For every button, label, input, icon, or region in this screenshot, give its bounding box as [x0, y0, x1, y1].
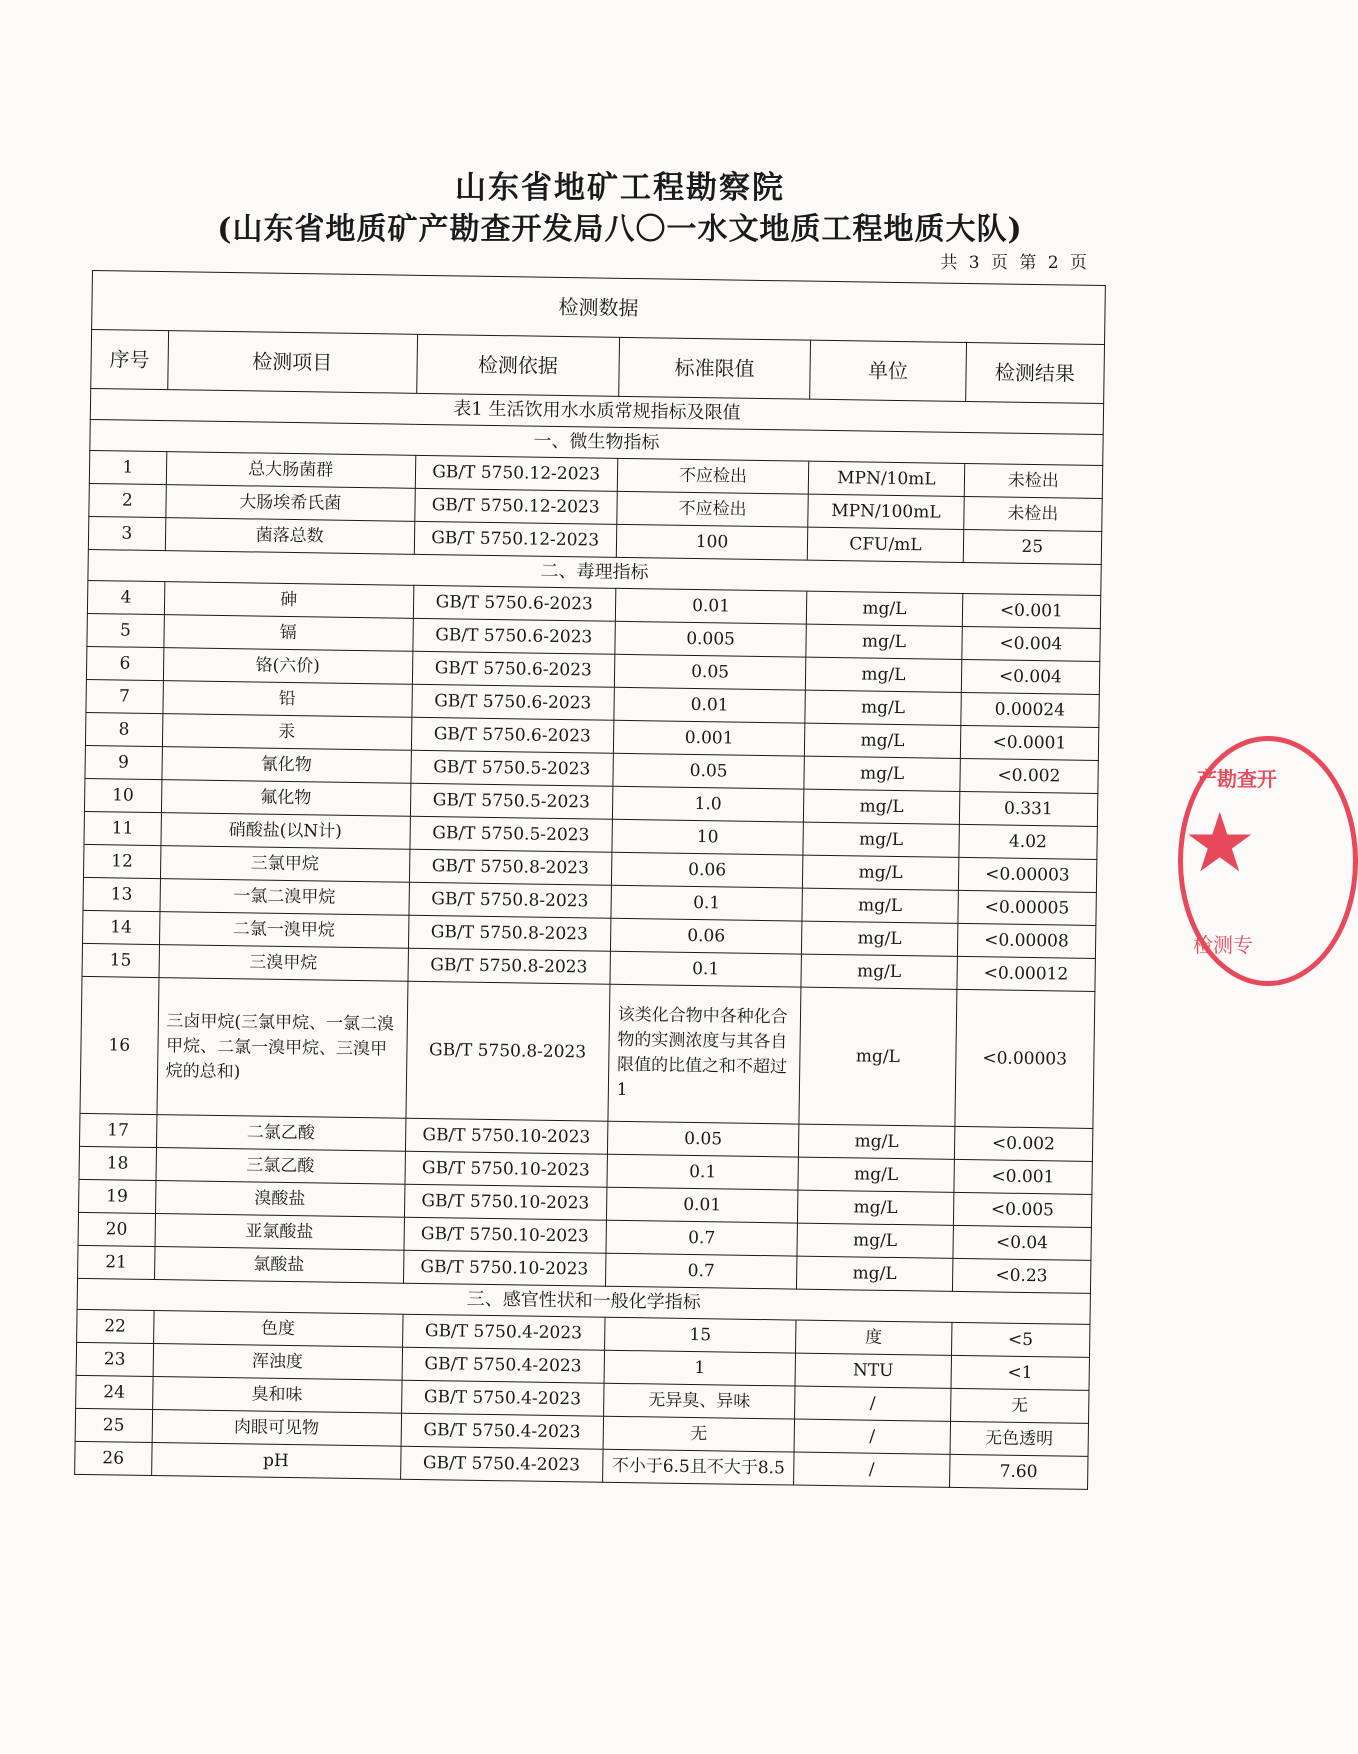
cell-index: 14 [83, 910, 160, 944]
cell-limit: 0.01 [614, 687, 806, 723]
cell-result: <0.00003 [958, 857, 1097, 892]
cell-method: GB/T 5750.4-2023 [402, 1347, 605, 1383]
cell-unit: mg/L [801, 954, 957, 989]
cell-index: 23 [76, 1342, 153, 1376]
cell-item: 色度 [153, 1311, 402, 1348]
cell-limit: 0.05 [614, 654, 806, 690]
cell-result: <0.005 [953, 1192, 1092, 1227]
cell-method: GB/T 5750.8-2023 [406, 981, 610, 1121]
cell-item: 氰化物 [162, 747, 411, 784]
cell-index: 25 [75, 1408, 152, 1442]
cell-item: pH [151, 1443, 400, 1480]
cell-result: <0.04 [953, 1225, 1092, 1260]
report-header [0, 168, 1240, 250]
cell-item: 镉 [164, 615, 413, 652]
cell-method: GB/T 5750.5-2023 [410, 783, 613, 819]
cell-limit: 0.01 [615, 588, 807, 624]
cell-method: GB/T 5750.10-2023 [405, 1118, 608, 1154]
cell-unit: mg/L [797, 1223, 953, 1258]
cell-method: GB/T 5750.5-2023 [410, 816, 613, 852]
cell-limit: 15 [604, 1317, 796, 1353]
cell-index: 10 [84, 778, 161, 812]
cell-method: GB/T 5750.12-2023 [414, 521, 617, 557]
cell-item: 肉眼可见物 [152, 1410, 401, 1447]
cell-limit: 0.01 [606, 1187, 798, 1223]
cell-result: <0.002 [959, 758, 1098, 793]
cell-index: 13 [83, 877, 160, 911]
cell-item: 氯酸盐 [154, 1247, 403, 1284]
cell-method: GB/T 5750.8-2023 [409, 849, 612, 885]
cell-item: 三氯甲烷 [160, 846, 409, 883]
cell-item: 二氯乙酸 [156, 1115, 405, 1152]
cell-method: GB/T 5750.4-2023 [401, 1413, 604, 1449]
cell-item: 一氯二溴甲烷 [160, 879, 409, 916]
cell-item: 大肠埃希氏菌 [165, 485, 414, 522]
section-title: 三、感官性状和一般化学指标 [77, 1278, 1090, 1324]
cell-method: GB/T 5750.10-2023 [403, 1250, 606, 1286]
cell-limit: 0.001 [613, 720, 805, 756]
cell-limit: 不应检出 [617, 491, 809, 527]
cell-index: 11 [84, 811, 161, 845]
section-title: 二、毒理指标 [88, 549, 1101, 595]
cell-result: <0.004 [961, 626, 1100, 661]
cell-result: <0.002 [954, 1126, 1093, 1161]
cell-method: GB/T 5750.4-2023 [400, 1446, 603, 1482]
cell-index: 3 [88, 516, 165, 550]
cell-index: 22 [77, 1309, 154, 1343]
cell-result: 0.00024 [960, 692, 1099, 727]
star-icon: ★ [1183, 796, 1257, 891]
cell-method: GB/T 5750.12-2023 [415, 455, 618, 491]
institute-subname: (山东省地质矿产勘查开发局八〇一水文地质工程地质大队) [217, 212, 1023, 247]
cell-item: 浑浊度 [153, 1344, 402, 1381]
cell-limit: 0.1 [607, 1154, 799, 1190]
cell-index: 19 [79, 1179, 156, 1213]
cell-limit: 10 [612, 819, 804, 855]
cell-item: 三溴甲烷 [159, 945, 408, 982]
cell-index: 26 [75, 1441, 152, 1475]
cell-method: GB/T 5750.10-2023 [404, 1217, 607, 1253]
cell-unit: / [795, 1386, 951, 1421]
section-title: 一、微生物指标 [90, 419, 1103, 465]
cell-result: <0.001 [954, 1159, 1093, 1194]
column-header-item: 检测项目 [167, 331, 417, 394]
cell-unit: mg/L [805, 723, 961, 758]
cell-unit: mg/L [802, 888, 958, 923]
cell-limit: 无 [603, 1416, 795, 1452]
cell-limit: 该类化合物中各种化合物的实测浓度与其各自限值的比值之和不超过1 [608, 984, 802, 1124]
cell-item: 菌落总数 [165, 518, 414, 555]
cell-limit: 不小于6.5且不大于8.5 [602, 1449, 794, 1485]
test-data-report [74, 270, 1106, 1490]
cell-method: GB/T 5750.6-2023 [411, 684, 614, 720]
cell-method: GB/T 5750.6-2023 [412, 651, 615, 687]
cell-item: 汞 [162, 714, 411, 751]
cell-item: 亚氯酸盐 [155, 1214, 404, 1251]
cell-unit: CFU/mL [808, 527, 964, 562]
seal-text-bottom: 检测专 [1193, 933, 1253, 957]
cell-unit: mg/L [806, 657, 962, 692]
cell-result: 0.331 [959, 791, 1098, 826]
cell-method: GB/T 5750.8-2023 [408, 915, 611, 951]
cell-item: 铅 [163, 681, 412, 718]
cell-limit: 不应检出 [617, 458, 809, 494]
cell-method: GB/T 5750.10-2023 [405, 1151, 608, 1187]
cell-limit: 1 [604, 1350, 796, 1386]
cell-item: 砷 [164, 582, 413, 619]
cell-method: GB/T 5750.4-2023 [402, 1314, 605, 1350]
cell-result: 25 [963, 529, 1102, 564]
cell-unit: mg/L [799, 1124, 955, 1159]
cell-unit: mg/L [805, 690, 961, 725]
cell-item: 二氯一溴甲烷 [159, 912, 408, 949]
cell-item: 三氯乙酸 [156, 1148, 405, 1185]
cell-method: GB/T 5750.8-2023 [409, 882, 612, 918]
cell-limit: 0.06 [610, 918, 802, 954]
cell-unit: / [794, 1452, 950, 1487]
cell-index: 15 [82, 943, 159, 977]
column-header-unit: 单位 [810, 340, 966, 401]
cell-limit: 0.05 [613, 753, 805, 789]
cell-index: 8 [85, 712, 162, 746]
cell-limit: 无异臭、异味 [603, 1383, 795, 1419]
cell-limit: 0.05 [607, 1121, 799, 1157]
cell-result: <0.001 [962, 593, 1101, 628]
cell-method: GB/T 5750.10-2023 [404, 1184, 607, 1220]
cell-index: 7 [86, 679, 163, 713]
cell-index: 6 [86, 646, 163, 680]
cell-limit: 0.1 [610, 951, 802, 987]
cell-limit: 0.1 [611, 885, 803, 921]
cell-item: 氟化物 [161, 780, 410, 817]
cell-index: 5 [87, 613, 164, 647]
cell-result: <0.00003 [954, 989, 1094, 1128]
column-header-index: 序号 [91, 330, 168, 390]
page-indicator: 共 3 页 第 2 页 [940, 253, 1090, 273]
cell-index: 20 [78, 1212, 155, 1246]
cell-limit: 1.0 [612, 786, 804, 822]
cell-unit: mg/L [804, 756, 960, 791]
cell-index: 17 [79, 1113, 156, 1147]
cell-result: <0.0001 [960, 725, 1099, 760]
cell-index: 1 [89, 450, 166, 484]
cell-index: 21 [78, 1245, 155, 1279]
cell-result: <1 [951, 1355, 1090, 1390]
cell-index: 24 [76, 1375, 153, 1409]
table-title: 检测数据 [92, 271, 1106, 345]
column-header-result: 检测结果 [965, 342, 1104, 403]
cell-limit: 0.005 [615, 621, 807, 657]
cell-item: 臭和味 [152, 1377, 401, 1414]
cell-limit: 0.7 [605, 1253, 797, 1289]
cell-unit: mg/L [807, 591, 963, 626]
cell-method: GB/T 5750.6-2023 [413, 585, 616, 621]
cell-unit: NTU [795, 1353, 951, 1388]
cell-method: GB/T 5750.4-2023 [401, 1380, 604, 1416]
cell-index: 2 [89, 483, 166, 517]
cell-unit: mg/L [799, 987, 956, 1126]
cell-result: 未检出 [964, 463, 1103, 498]
cell-unit: mg/L [798, 1157, 954, 1192]
cell-item: 铬(六价) [163, 648, 412, 685]
cell-item: 总大肠菌群 [166, 452, 415, 489]
cell-item: 溴酸盐 [155, 1181, 404, 1218]
cell-index: 9 [85, 745, 162, 779]
cell-result: 无色透明 [950, 1421, 1089, 1456]
cell-unit: MPN/100mL [808, 494, 964, 529]
cell-index: 18 [79, 1146, 156, 1180]
cell-unit: MPN/10mL [809, 461, 965, 496]
cell-index: 4 [87, 580, 164, 614]
cell-item: 三卤甲烷(三氯甲烷、一氯二溴甲烷、二氯一溴甲烷、三溴甲烷的总和) [157, 978, 408, 1119]
cell-result: <0.004 [961, 659, 1100, 694]
cell-result: <0.00008 [957, 923, 1096, 958]
table-subtitle: 表1 生活饮用水水质常规指标及限值 [90, 388, 1103, 434]
cell-limit: 0.7 [606, 1220, 798, 1256]
cell-result: 无 [950, 1388, 1089, 1423]
cell-unit: mg/L [804, 789, 960, 824]
cell-result: <0.00005 [958, 890, 1097, 925]
cell-result: <0.23 [952, 1258, 1091, 1293]
cell-unit: / [794, 1419, 950, 1454]
cell-item: 硝酸盐(以N计) [161, 813, 410, 850]
cell-method: GB/T 5750.8-2023 [408, 948, 611, 984]
column-header-method: 检测依据 [416, 334, 619, 396]
cell-method: GB/T 5750.6-2023 [412, 618, 615, 654]
cell-unit: mg/L [802, 921, 958, 956]
cell-unit: mg/L [803, 822, 959, 857]
column-header-limit: 标准限值 [618, 337, 810, 399]
cell-limit: 0.06 [611, 852, 803, 888]
cell-unit: mg/L [798, 1190, 954, 1225]
test-data-table [74, 270, 1106, 1490]
cell-method: GB/T 5750.5-2023 [411, 750, 614, 786]
cell-result: 未检出 [963, 496, 1102, 531]
cell-index: 12 [83, 844, 160, 878]
cell-limit: 100 [616, 524, 808, 560]
institute-name: 山东省地矿工程勘察院 [455, 170, 785, 206]
cell-result: 4.02 [958, 824, 1097, 859]
cell-unit: 度 [796, 1320, 952, 1355]
official-seal [1178, 736, 1358, 986]
seal-text-top: 产勘查开 [1197, 767, 1277, 791]
table-row [80, 976, 1095, 1128]
cell-unit: mg/L [806, 624, 962, 659]
cell-unit: mg/L [797, 1256, 953, 1291]
cell-result: 7.60 [949, 1454, 1088, 1489]
cell-method: GB/T 5750.6-2023 [411, 717, 614, 753]
cell-unit: mg/L [803, 855, 959, 890]
cell-method: GB/T 5750.12-2023 [414, 488, 617, 524]
cell-result: <0.00012 [957, 956, 1096, 991]
cell-result: <5 [951, 1322, 1090, 1357]
cell-index: 16 [80, 976, 159, 1114]
